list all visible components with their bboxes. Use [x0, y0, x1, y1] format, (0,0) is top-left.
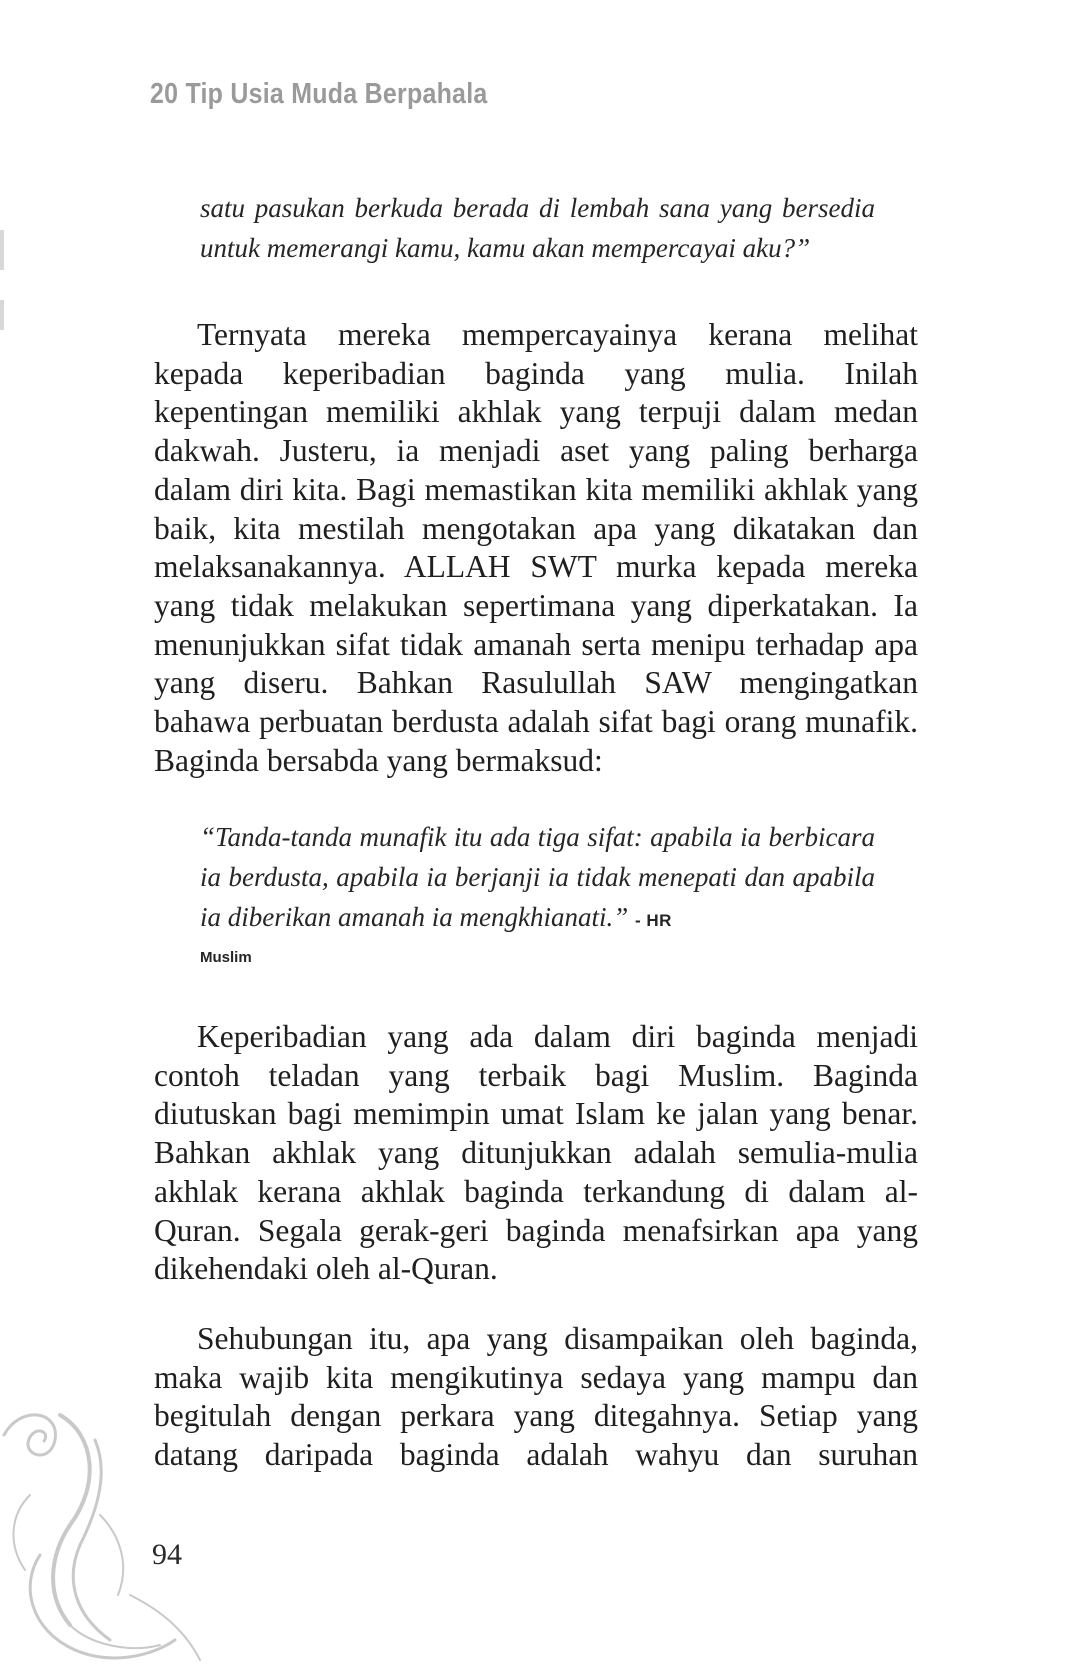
hadith-attribution-source: Muslim [200, 949, 252, 966]
hadith-attribution-prefix: - HR [634, 911, 672, 930]
body-paragraph: Keperibadian yang ada dalam diri baginda menjadi contoh teladan yang terbaik bagi Muslim. Baginda diutuskan bagi memimpin umat Islam ke jalan yang benar. Bahkan akhlak yang ditunjukkan adalah semulia-mulia akhlak kerana akhlak baginda terkandung di dalam al-Quran. Segala gerak-geri baginda menafsirkan apa yang dikehendaki oleh al-Quran. [154, 1019, 918, 1287]
running-header: 20 Tip Usia Muda Berpahala [150, 78, 488, 110]
page-edge-mark [0, 230, 4, 270]
hadith-quote-text: “Tanda-tanda munafik itu ada tiga sifat: apabila ia berbicara ia berdusta, apabila ia berjanji ia tidak menepati dan apabila ia diberikan amanah ia mengkhianati.” [200, 822, 875, 932]
hadith-quote-block [200, 817, 875, 971]
quote-text: satu pasukan berkuda berada di lembah sana yang bersedia untuk memerangi kamu, kamu akan mempercayai aku?” [200, 193, 875, 263]
quote-block [200, 188, 875, 268]
body-paragraph: Ternyata mereka mempercayainya kerana melihat kepada keperibadian baginda yang mulia. Inilah kepentingan memiliki akhlak yang terpuji dalam medan dakwah. Justeru, ia menjadi aset yang paling berharga dalam diri kita. Bagi memastikan kita memiliki akhlak yang baik, kita mestilah mengotakan apa yang dikatakan dan melaksanakannya. ALLAH SWT murka kepada mereka yang tidak melakukan sepertimana yang diperkatakan. Ia menunjukkan sifat tidak amanah serta menipu terhadap apa yang diseru. Bahkan Rasulullah SAW mengingatkan bahawa perbuatan berdusta adalah sifat bagi orang munafik. Baginda bersabda yang bermaksud: [154, 317, 918, 778]
floral-ornament-icon [0, 1395, 230, 1670]
body-paragraph: Sehubungan itu, apa yang disampaikan oleh baginda, maka wajib kita mengikutinya sedaya yang mampu dan begitulah dengan perkara yang ditegahnya. Setiap yang datang daripada baginda adalah wahyu dan suruhan [154, 1321, 918, 1473]
page-edge-mark [0, 300, 4, 330]
page-number: 94 [152, 1538, 182, 1571]
